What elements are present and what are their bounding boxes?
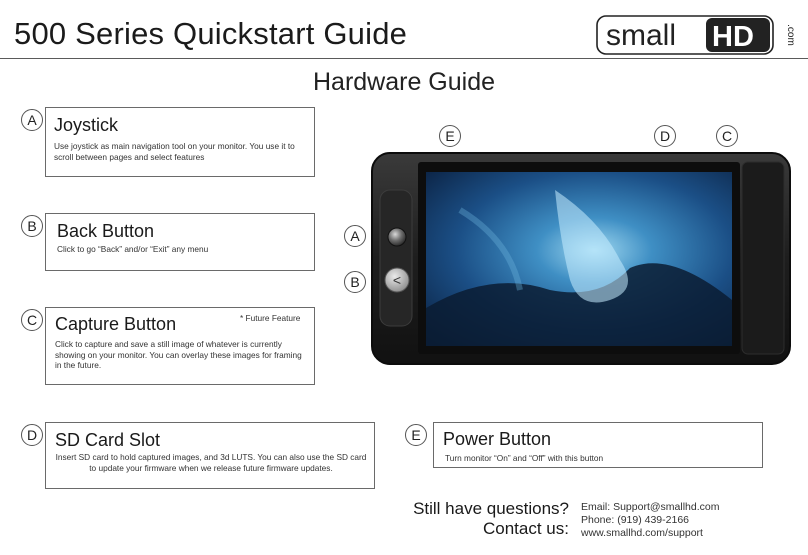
joystick-control [388, 228, 406, 246]
logo-text-small: small [606, 19, 677, 52]
monitor-illustration [370, 150, 792, 366]
future-feature-note: * Future Feature [240, 313, 301, 323]
joystick-title: Joystick [54, 115, 119, 135]
sd-card-slot-card [45, 422, 375, 489]
label-circle-c: C [21, 309, 43, 331]
logo-text-hd: HD [712, 21, 754, 53]
contact-email[interactable]: Email: Support@smallhd.com [581, 501, 720, 513]
label-circle-b: B [21, 215, 43, 237]
side-grip [742, 162, 784, 354]
questions-line-2: Contact us: [483, 519, 569, 538]
back-button-title: Back Button [57, 221, 155, 241]
device-callout-b: B [344, 271, 366, 293]
capture-button-title: Capture Button [55, 314, 177, 334]
back-button-card [45, 213, 315, 271]
label-circle-e: E [405, 424, 427, 446]
joystick-card [45, 107, 315, 177]
device-callout-a: A [344, 225, 366, 247]
device-callout-e: E [439, 125, 461, 147]
sd-card-slot-description: Insert SD card to hold captured images, and 3d LUTS. You can also use the SD card to update your firmware when we release future firmware updates. [55, 452, 367, 473]
power-button-card [433, 422, 763, 468]
logo-text-com: .com [785, 24, 796, 46]
back-arrow-icon: < [392, 272, 402, 288]
power-button-description: Turn monitor “On” and “Off” with this button [445, 453, 604, 463]
joystick-description: Use joystick as main navigation tool on your monitor. You use it to scroll between pages and select features [54, 141, 295, 162]
label-circle-d: D [21, 424, 43, 446]
contact-details [581, 501, 719, 540]
device-callout-c: C [716, 125, 738, 147]
contact-website[interactable]: www.smallhd.com/support [581, 527, 703, 539]
smallhd-logo [596, 15, 802, 55]
device-callout-d: D [654, 125, 676, 147]
contact-phone: Phone: (919) 439-2166 [581, 514, 689, 526]
capture-button-card [45, 307, 315, 385]
power-button-title: Power Button [443, 429, 552, 449]
section-title: Hardware Guide [312, 68, 496, 96]
label-circle-a: A [21, 109, 43, 131]
capture-button-description: Click to capture and save a still image of whatever is currently showing on your monitor. You can overlay these images for framing in the future. [55, 339, 302, 370]
header-divider [0, 58, 808, 59]
document-title: 500 Series Quickstart Guide [14, 16, 408, 51]
back-button-description: Click to go “Back” and/or “Exit” any menu [57, 244, 209, 254]
control-panel [380, 190, 412, 326]
questions-line-1: Still have questions? [413, 499, 569, 518]
sd-card-slot-title: SD Card Slot [55, 430, 161, 450]
questions-text [395, 499, 569, 539]
